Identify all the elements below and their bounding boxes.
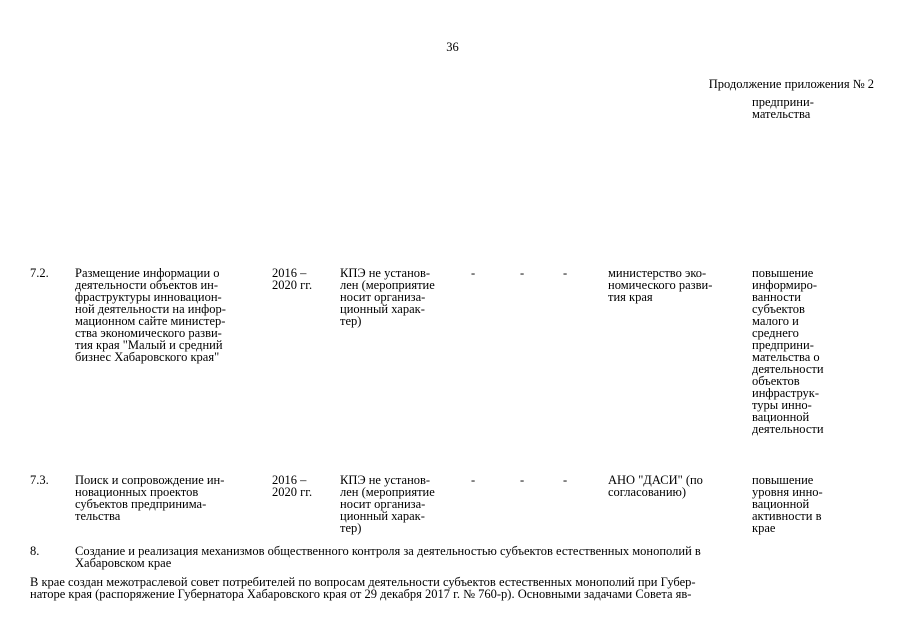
- row-number: 7.3.: [30, 473, 49, 487]
- dash-cell: -: [520, 473, 525, 487]
- executor-cell: АНО "ДАСИ" (по согласованию): [608, 473, 703, 499]
- activity-name: Размещение информации о деятельности объектов ин- фраструктуры инновацион- ной деятельности на инфор- мационном сайте министер- ства экономического разви- тия края "Малый и средний бизнес Хабаровского края": [75, 266, 226, 364]
- body-paragraph: В крае создан межотраслевой совет потребителей по вопросам деятельности субъектов естественных монополий при Губер- наторе края (распоряжение Губернатора Хабаровского края от 29 декабря 2017 г. № 760-р). Основными задачами Совета яв-: [30, 575, 696, 601]
- executor-cell: министерство эко- номического разви- тия края: [608, 266, 713, 304]
- row-number: 7.2.: [30, 266, 49, 280]
- result-cell: повышение уровня инно- вационной активности в крае: [752, 473, 823, 535]
- activity-name: Поиск и сопровождение ин- новационных проектов субъектов предпринима- тельства: [75, 473, 225, 523]
- kpe-cell: КПЭ не установ- лен (мероприятие носит организа- ционный харак- тер): [340, 266, 435, 328]
- page-number: 36: [446, 40, 459, 54]
- section-number: 8.: [30, 544, 40, 558]
- kpe-cell: КПЭ не установ- лен (мероприятие носит организа- ционный харак- тер): [340, 473, 435, 535]
- continuation-header: Продолжение приложения № 2: [708, 77, 874, 91]
- section-title: Создание и реализация механизмов общественного контроля за деятельностью субъектов естественных монополий в Хабаровском крае: [75, 544, 701, 570]
- dash-cell: -: [563, 266, 568, 280]
- dash-cell: -: [520, 266, 525, 280]
- term-cell: 2016 – 2020 гг.: [272, 266, 313, 292]
- dash-cell: -: [471, 266, 476, 280]
- dash-cell: -: [471, 473, 476, 487]
- continued-result-cell: предприни- мательства: [752, 95, 814, 121]
- term-cell: 2016 – 2020 гг.: [272, 473, 313, 499]
- dash-cell: -: [563, 473, 568, 487]
- result-cell: повышение информиро- ванности субъектов малого и среднего предприни- мательства о деятельности объектов инфраструк- туры инно- вационной деятельности: [752, 266, 824, 436]
